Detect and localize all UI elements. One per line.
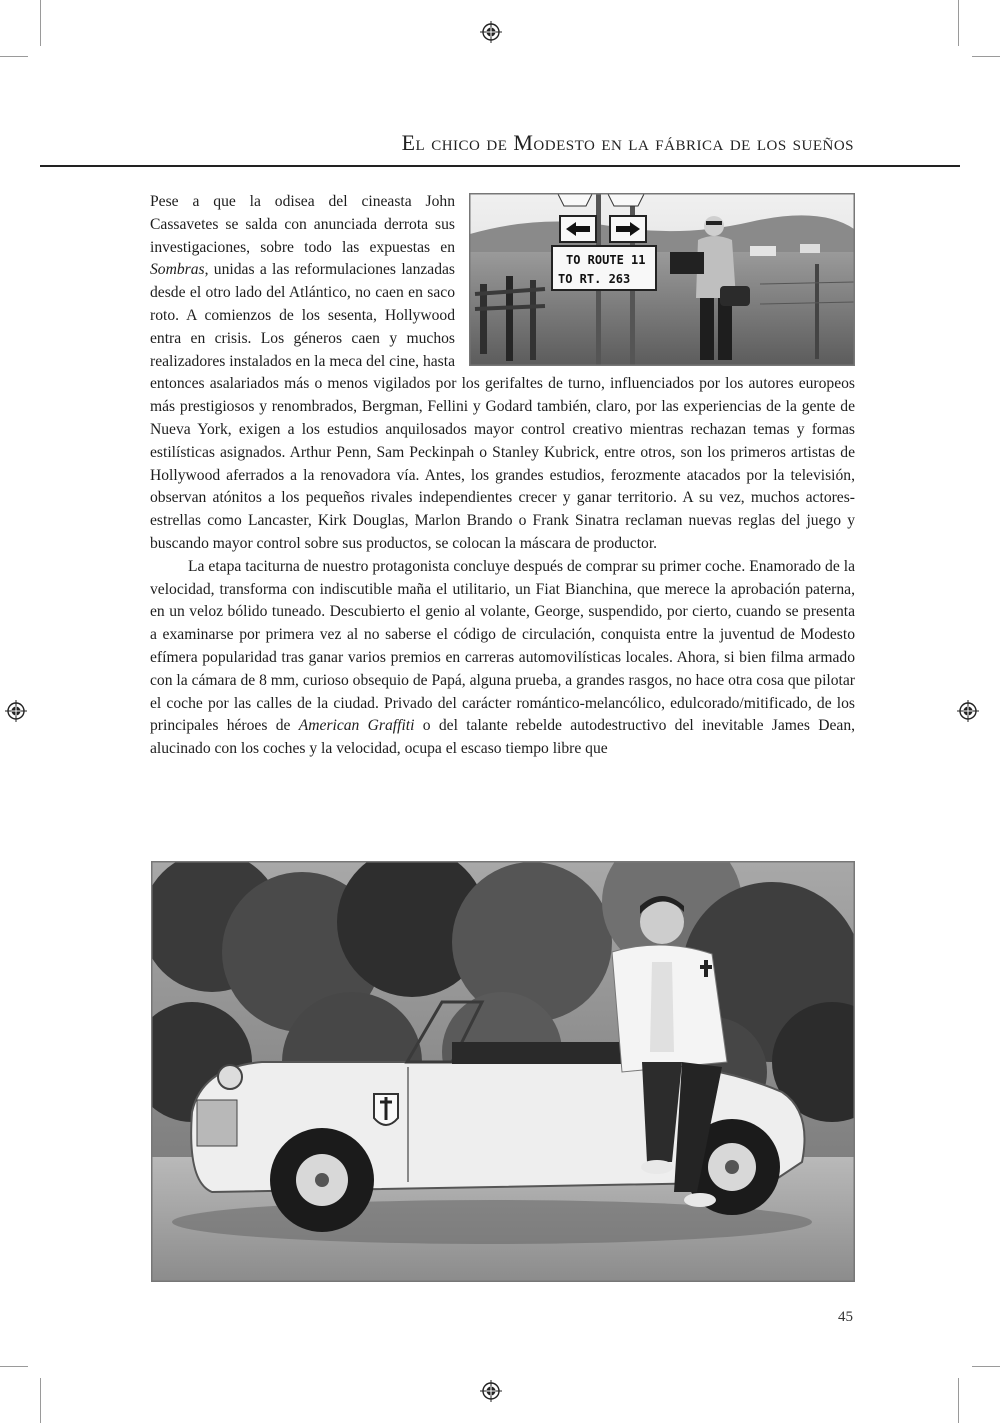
paragraph-2-part-3: o del talante rebelde autodestructivo del inevitable James Dean, alucinado con los coches y la velocidad, ocupa el escaso tiempo libre que <box>150 717 856 758</box>
crop-mark <box>958 0 959 46</box>
sign-line-1: TO ROUTE 11 <box>566 253 646 267</box>
running-header: El chico de Modesto en la fábrica de los sueños <box>401 130 854 155</box>
crop-mark <box>972 56 1000 57</box>
paragraph-1-part-1: Pese a que la odisea del cineasta John Cassavetes se salda con anunciada derrota sus investigaciones, sobre todo las expuestas en <box>150 193 455 256</box>
crop-mark <box>40 0 41 46</box>
paragraph-2 <box>150 556 855 761</box>
page-number: 45 <box>838 1309 853 1325</box>
registration-mark-icon <box>957 700 979 722</box>
photo-road-sign <box>469 193 855 366</box>
sign-line-2: TO RT. 263 <box>558 272 631 286</box>
crop-mark <box>0 1366 28 1367</box>
body-text <box>150 191 855 761</box>
header-rule <box>40 165 960 167</box>
photo-convertible-car <box>151 861 855 1282</box>
crop-mark <box>958 1378 959 1423</box>
paragraph-1-italic: Sombras <box>150 261 205 279</box>
registration-mark-icon <box>480 1380 502 1402</box>
paragraph-2-italic: American Graffiti <box>298 717 415 735</box>
registration-mark-icon <box>5 700 27 722</box>
paragraph-1-part-3: , unidas a las reformulaciones lanzadas desde el otro lado del Atlántico, no caen en saco roto. A comienzos de los sesenta, Hollywood entra en crisis. Los géneros caen y muchos realizadores instalados en la meca del cine, hasta entonces asalariados más o menos vigilados por los gerifaltes de turno, influenciados por los autores europeos más prestigiosos y renombrados, Bergman, Fellini y Godard también, claro, por las experiencias de la gente de Nueva York, exigen a los estudios anquilosados mayor control creativo mientras rechazan temas y formas estilísticas asignados. Arthur Penn, Sam Peckinpah o Stanley Kubrick, entre otros, son los primeros artistas de Hollywood aferrados a la renovadora vía. Antes, los grandes estudios, ferozmente atacados por la televisión, observan atónitos a los pequeños rivales independientes crecer y ganar territorio. A su vez, muchos actores-estrellas como Lancaster, Kirk Douglas, Marlon Brando o Frank Sinatra reclaman nuevas reglas del juego y buscando mayor control sobre sus productos, se colocan la máscara de productor. <box>150 261 855 552</box>
paragraph-2-part-1: La etapa taciturna de nuestro protagonista concluye después de comprar su primer coche. Enamorado de la velocidad, transforma con indiscutible maña el utilitario, un Fiat Bianchina, que merece la aprobación paterna, en un veloz bólido tuneado. Descubierto el genio al volante, George, suspendido, por cierto, cuando se presenta a examinarse por primera vez al no saberse el código de circulación, conquista entre la juventud de Modesto efímera popularidad tras ganar varios premios en carreras automovilísticas locales. Ahora, si bien filma armado con la cámara de 8 mm, curioso obsequio de Papá, alguna prueba, a grandes rasgos, no hace otra cosa que pilotar el coche por las calles de la ciudad. Privado del carácter romántico-melancólico, edulcorado/mitificado, de los principales héroes de <box>150 557 855 735</box>
registration-mark-icon <box>480 21 502 43</box>
crop-mark <box>40 1378 41 1423</box>
crop-mark <box>972 1366 1000 1367</box>
crop-mark <box>0 56 28 57</box>
